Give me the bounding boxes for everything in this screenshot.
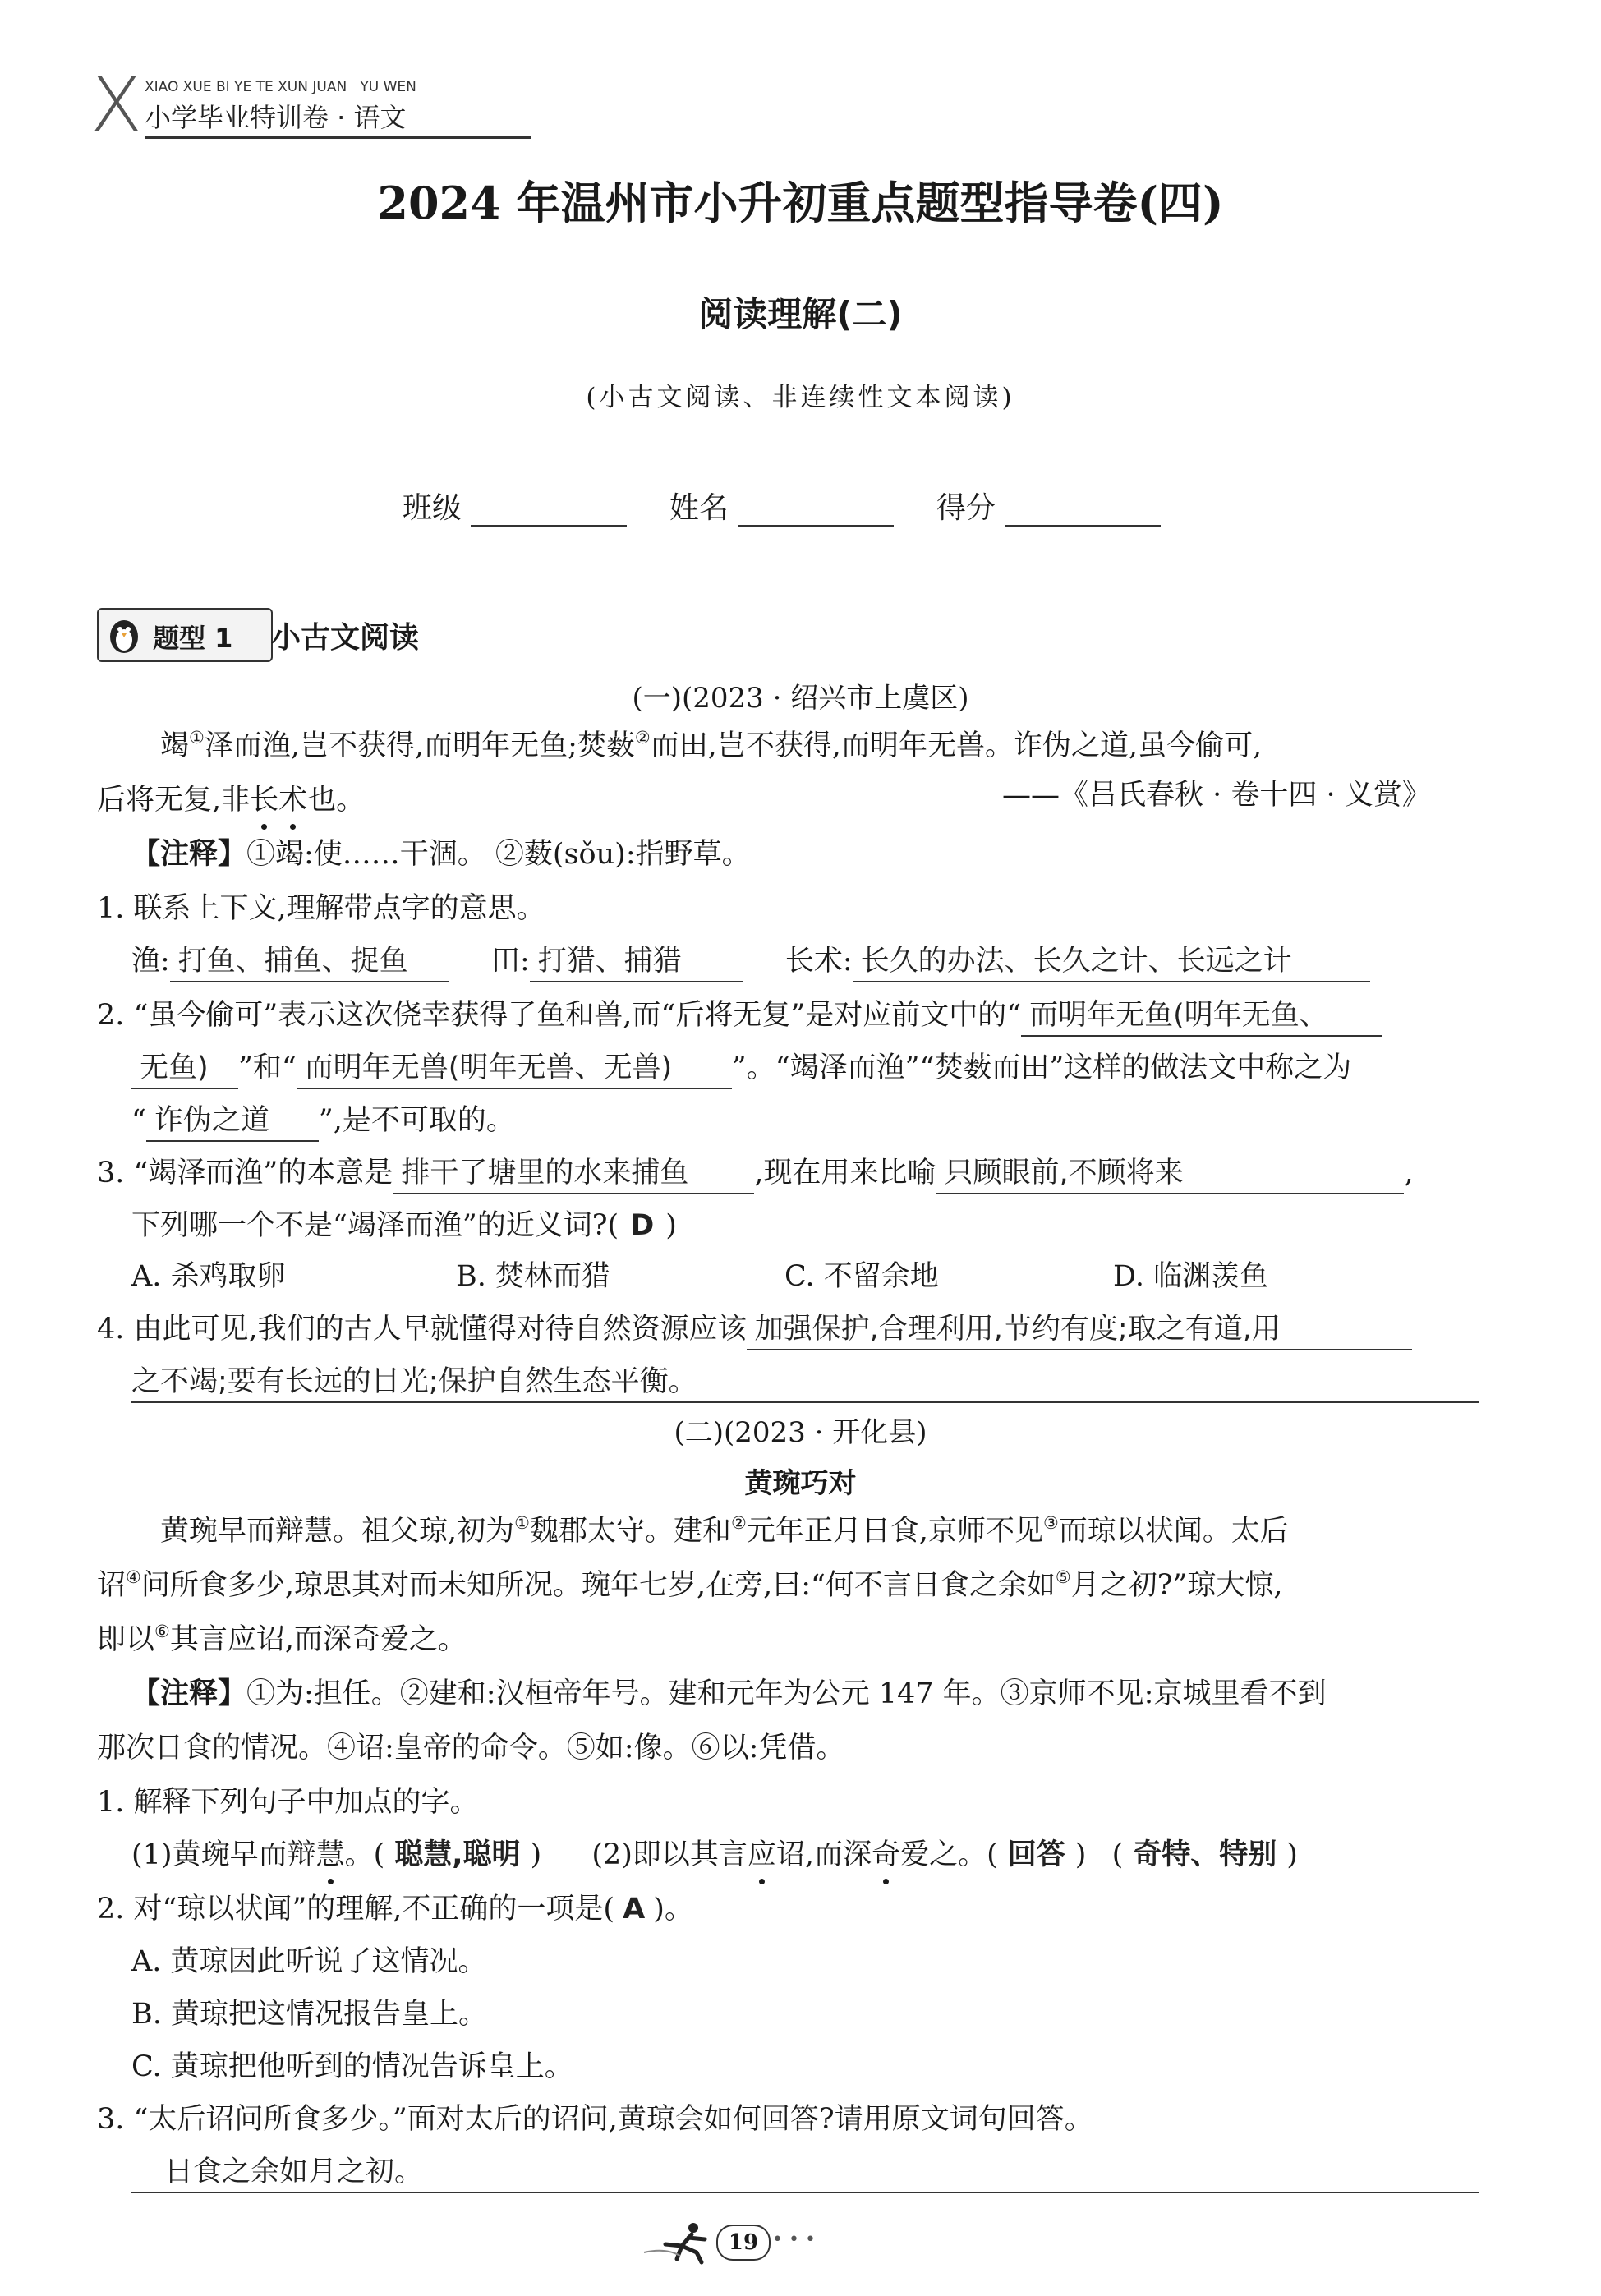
passage1-line1: 竭①泽而渔,岂不获得,而明年无鱼;焚薮②而田,岂不获得,而明年无兽。诈伪之道,虽今偷可, [160,728,1263,762]
part1-heading: (一)(2023 · 绍兴市上虞区) [632,682,969,715]
class-label: 班级 [403,491,462,525]
badge-label: 题型 1 [153,623,233,654]
footer-dots: • • • [772,2229,816,2250]
passage2-notes-2: 那次日食的情况。④诏:皇帝的命令。⑤如:像。⑥以:凭借。 [97,1732,845,1765]
q4-answer-1[interactable]: 加强保护,合理利用,节约有度;取之有道,用 [747,1309,1412,1350]
q3-line1: 3. “竭泽而渔”的本意是 排干了塘里的水来捕鱼 ,现在用来比喻 只顾眼前,不顾将来 , [97,1153,1414,1194]
p2-q2-option-a[interactable]: A. 黄琼因此听说了这情况。 [131,1945,487,1978]
q3-option-c[interactable]: C. 不留余地 [784,1260,939,1293]
q1-stem: 1. 联系上下文,理解带点字的意思。 [97,892,545,925]
section-badge [97,608,273,662]
passage1-line2: 后将无复,非长术也。 [97,780,365,820]
runner-icon [641,2220,715,2266]
page-number: 19 [716,2225,771,2261]
name-label: 姓名 [669,491,729,525]
story-title: 黄琬巧对 [744,1467,857,1500]
q2-answer-1a[interactable]: 而明年无鱼(明年无鱼、 [1021,996,1382,1037]
q2-line2: 无鱼) ”和“ 而明年无兽(明年无兽、无兽) ”。“竭泽而渔”“焚薮而田”这样的做法文中称之为 [131,1048,1351,1089]
score-label: 得分 [936,491,996,525]
p2-q2-option-b[interactable]: B. 黄琼把这情况报告皇上。 [131,1998,487,2031]
passage2-line2: 诏④问所食多少,琼思其对而未知所况。琬年七岁,在旁,曰:“何不言日食之余如⑤月之初?”琼大惊, [97,1567,1283,1602]
p2-q1-stem: 1. 解释下列句子中加点的字。 [97,1786,479,1819]
q3-answer-1[interactable]: 排干了塘里的水来捕鱼 [393,1153,754,1194]
name-field[interactable] [738,491,894,527]
q3-answer-3[interactable]: D [630,1209,655,1242]
header-pinyin: XIAO XUE BI YE TE XUN JUAN YU WEN [145,79,416,95]
passage1-source: ——《吕氏春秋 · 卷十四 · 义赏》 [1002,779,1431,812]
q2-answer-3[interactable]: 诈伪之道 [146,1101,319,1142]
p2-q1-answers: (1)黄琬早而辩慧。( 聪慧,聪明 ) (2)即以其言应诏,而深奇爱之。( 回答 ) ( 奇特、特别 ) [131,1835,1298,1875]
section-title: 小古文阅读 [271,621,420,655]
header-logo [90,61,534,149]
q2-answer-1b[interactable]: 无鱼) [131,1048,238,1089]
p2-q2-answer[interactable]: A [623,1893,646,1926]
section-subtitle-2: (小古文阅读、非连续性文本阅读) [586,383,1015,412]
section-subtitle: 阅读理解(二) [698,294,903,334]
p2-q3-stem: 3. “太后诏问所食多少。”面对太后的诏问,黄琼会如何回答?请用原文词句回答。 [97,2103,1093,2136]
q1-answer-3[interactable]: 长久的办法、长久之计、长远之计 [853,941,1370,982]
p2-q2-option-c[interactable]: C. 黄琼把他听到的情况告诉皇上。 [131,2050,573,2083]
passage1-notes: 【注释】①竭:使……干涸。 ②薮(sǒu):指野草。 [131,838,751,871]
p2-q1-answer-2[interactable]: 回答 [1007,1838,1065,1871]
q3-option-d[interactable]: D. 临渊羡鱼 [1113,1260,1269,1293]
q3-answer-2[interactable]: 只顾眼前,不顾将来 [936,1153,1404,1194]
passage2-line1: 黄琬早而辩慧。祖父琼,初为①魏郡太守。建和②元年正月日食,京师不见③而琼以状闻。太后 [160,1513,1289,1548]
score-field[interactable] [1005,491,1161,527]
q3-option-a[interactable]: A. 杀鸡取卵 [131,1260,286,1293]
q3-line2: 下列哪一个不是“竭泽而渔”的近义词?( D ) [131,1206,677,1245]
header-series: 小学毕业特训卷 · 语文 [145,102,407,133]
p2-q1-answer-1[interactable]: 聪慧,聪明 [394,1838,521,1871]
p2-q3-answer: 日食之余如月之初。 [164,2156,424,2188]
part2-heading: (二)(2023 · 开化县) [674,1416,927,1449]
header-underline [145,136,531,139]
q1-answer-2[interactable]: 打猎、捕猎 [530,941,743,982]
q4-answer-2: 之不竭;要有长远的目光;保护自然生态平衡。 [131,1365,697,1398]
q2-answer-2[interactable]: 而明年无兽(明年无兽、无兽) [297,1048,732,1089]
info-row [403,485,1161,527]
p2-q1-answer-3[interactable]: 奇特、特别 [1133,1838,1277,1871]
p2-q2-stem: 2. 对“琼以状闻”的理解,不正确的一项是( A )。 [97,1889,693,1929]
class-field[interactable] [471,491,627,527]
passage2-line3: 即以⑥其言应诏,而深奇爱之。 [97,1622,467,1656]
q4-line2[interactable] [131,1362,1479,1403]
penguin-icon [104,614,145,656]
q1-answers: 渔: 打鱼、捕鱼、捉鱼 田: 打猎、捕猎 长术: 长久的办法、长久之计、长远之计 [131,941,1370,982]
q2-line3: “ 诈伪之道 ”,是不可取的。 [131,1101,515,1142]
q2-line1: 2. “虽今偷可”表示这次侥幸获得了鱼和兽,而“后将无复”是对应前文中的“ 而明年无鱼(明年无鱼、 [97,996,1382,1037]
q3-option-b[interactable]: B. 焚林而猎 [456,1260,610,1293]
q1-answer-1[interactable]: 打鱼、捕鱼、捉鱼 [170,941,449,982]
page-title: 2024 年温州市小升初重点题型指导卷(四) [377,177,1224,229]
logo-letter: X [90,61,143,149]
q4-line1: 4. 由此可见,我们的古人早就懂得对待自然资源应该 加强保护,合理利用,节约有度;取之有道,用 [97,1309,1412,1350]
footer [641,2218,838,2267]
passage2-notes-1: 【注释】①为:担任。②建和:汉桓帝年号。建和元年为公元 147 年。③京师不见:京城里看不到 [131,1677,1327,1710]
p2-q3-answer-line[interactable] [131,2152,1479,2193]
